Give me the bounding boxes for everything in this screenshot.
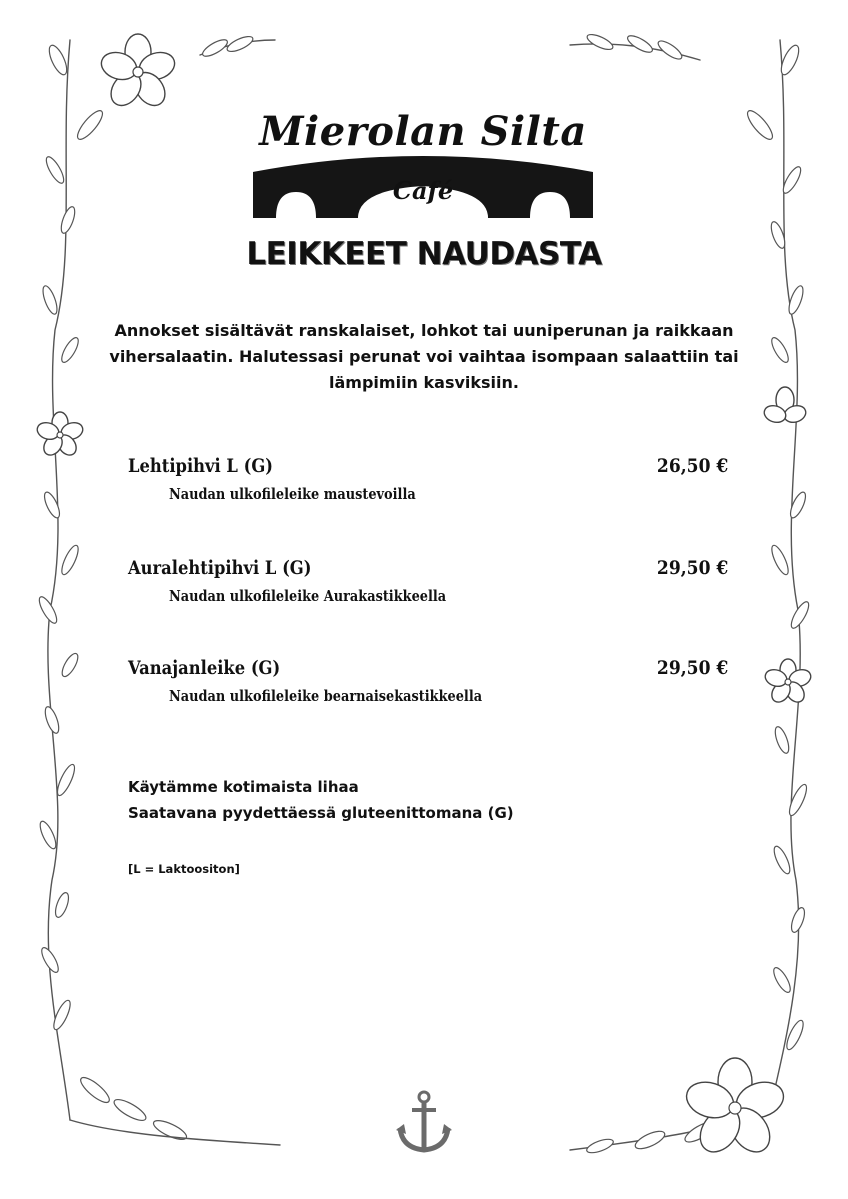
intro-text: Annokset sisältävät ranskalaiset, lohkot tai uuniperunan ja raikkaan vihersalaatin. Halutessasi perunat voi vaihtaa isompaan salaattiin tai lämpimiin kasviksiin. bbox=[109, 321, 739, 392]
item-price: 29,50 € bbox=[656, 657, 728, 679]
logo-name: Mierolan Silta bbox=[259, 108, 587, 155]
menu-item bbox=[128, 455, 728, 515]
item-name: Lehtipihvi L (G) bbox=[128, 455, 274, 477]
anchor-icon bbox=[396, 1090, 452, 1156]
menu-item bbox=[128, 557, 728, 617]
note-gluten: Saatavana pyydettäessä gluteenittomana (G) bbox=[128, 804, 514, 822]
note-domestic: Käytämme kotimaista lihaa bbox=[128, 778, 359, 796]
item-price: 29,50 € bbox=[656, 557, 728, 579]
item-price: 26,50 € bbox=[656, 455, 728, 477]
item-name: Vanajanleike (G) bbox=[128, 657, 281, 679]
item-description: Naudan ulkofileleike maustevoilla bbox=[169, 485, 416, 503]
page-title: LEIKKEET NAUDASTA bbox=[246, 236, 602, 272]
logo-sub: Café bbox=[392, 176, 454, 205]
item-description: Naudan ulkofileleike bearnaisekastikkeella bbox=[169, 687, 483, 705]
menu-item bbox=[128, 657, 728, 717]
note-legend: [L = Laktoositon] bbox=[128, 862, 240, 876]
cafe-logo bbox=[248, 100, 598, 225]
item-description: Naudan ulkofileleike Aurakastikkeella bbox=[169, 587, 447, 605]
item-name: Auralehtipihvi L (G) bbox=[128, 557, 312, 579]
